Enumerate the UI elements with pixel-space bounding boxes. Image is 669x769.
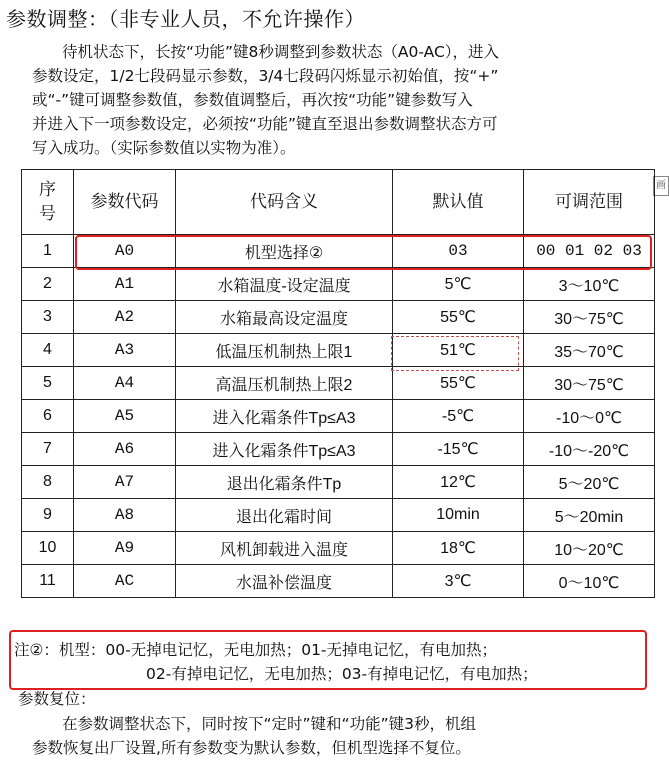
note-line-2: 02-有掉电记忆，无电加热；03-有掉电记忆，有电加热； [146, 665, 538, 683]
row-code: A1 [74, 268, 176, 301]
parameter-table [21, 169, 655, 598]
row-index: 8 [22, 466, 74, 499]
row-range: 30～75℃ [524, 367, 655, 400]
row-meaning: 机型选择② [176, 235, 393, 268]
row-default: 03 [393, 235, 524, 268]
header-cell-index: 序号 [22, 170, 74, 235]
row-default: 5℃ [393, 268, 524, 301]
row-code: A3 [74, 334, 176, 367]
intro-line-5: 写入成功。（实际参数值以实物为准）。 [32, 139, 296, 157]
intro-line-4: 并进入下一项参数设定，必须按“功能”键直至退出参数调整状态方可 [32, 115, 498, 133]
row-default: 55℃ [393, 367, 524, 400]
table-row [22, 532, 655, 565]
table-row [22, 466, 655, 499]
header-cell-default: 默认值 [393, 170, 524, 235]
row-range: 5～20℃ [524, 466, 655, 499]
row-meaning: 进入化霜条件Tp≤A3 [176, 400, 393, 433]
row-range: 00 01 02 03 [524, 235, 655, 268]
row-range: 10～20℃ [524, 532, 655, 565]
table-row [22, 268, 655, 301]
row-code: A7 [74, 466, 176, 499]
header-cell-range: 可调范围 [524, 170, 655, 235]
table-header-row [22, 170, 655, 235]
page-title: 参数调整：（非专业人员，不允许操作） [6, 7, 365, 31]
row-meaning: 水箱最高设定温度 [176, 301, 393, 334]
row-range: 35～70℃ [524, 334, 655, 367]
note-line-1: 注②：机型：00-无掉电记忆，无电加热；01-无掉电记忆，有电加热； [14, 641, 498, 659]
row-default: 55℃ [393, 301, 524, 334]
row-meaning: 退出化霜条件Tp [176, 466, 393, 499]
row-index: 6 [22, 400, 74, 433]
row-a0-highlight [75, 235, 652, 270]
row-index: 7 [22, 433, 74, 466]
row-range: 0～10℃ [524, 565, 655, 598]
reset-title: 参数复位： [18, 690, 96, 708]
row-index: 3 [22, 301, 74, 334]
row-meaning: 高温压机制热上限2 [176, 367, 393, 400]
row-meaning: 水温补偿温度 [176, 565, 393, 598]
row-default: 12℃ [393, 466, 524, 499]
row-code: A8 [74, 499, 176, 532]
row-code: A6 [74, 433, 176, 466]
row-code: AC [74, 565, 176, 598]
row-code: A9 [74, 532, 176, 565]
intro-line-1: 待机状态下，长按“功能”键8秒调整到参数状态（A0-AC），进入 [62, 43, 500, 61]
intro-line-3: 或“-”键可调整参数值，参数值调整后，再次按“功能”键参数写入 [32, 91, 473, 109]
table-row [22, 367, 655, 400]
table-row [22, 565, 655, 598]
row-default: -5℃ [393, 400, 524, 433]
row-code: A4 [74, 367, 176, 400]
row-range: 30～75℃ [524, 301, 655, 334]
row-range: -10～0℃ [524, 400, 655, 433]
table-row [22, 499, 655, 532]
row-default: 3℃ [393, 565, 524, 598]
row-code: A5 [74, 400, 176, 433]
row-index: 11 [22, 565, 74, 598]
row-default: 51℃ [393, 334, 524, 367]
header-cell-code: 参数代码 [74, 170, 176, 235]
row-index: 9 [22, 499, 74, 532]
reset-line-1: 在参数调整状态下，同时按下“定时”键和“功能”键3秒，机组 [62, 715, 476, 733]
header-cell-meaning: 代码含义 [176, 170, 393, 235]
table-row [22, 433, 655, 466]
row-default: 10min [393, 499, 524, 532]
row-index: 1 [22, 235, 74, 268]
table-row [22, 301, 655, 334]
table-row [22, 400, 655, 433]
row-range: 3～10℃ [524, 268, 655, 301]
row-index: 4 [22, 334, 74, 367]
side-glyph-icon: 画 [653, 176, 669, 196]
table-row [22, 334, 655, 367]
row-meaning: 进入化霜条件Tp≤A3 [176, 433, 393, 466]
row-default: 18℃ [393, 532, 524, 565]
row-meaning: 水箱温度-设定温度 [176, 268, 393, 301]
row-index: 5 [22, 367, 74, 400]
a3-default-dotted-box [391, 336, 519, 371]
row-default: -15℃ [393, 433, 524, 466]
reset-line-2: 参数恢复出厂设置,所有参数变为默认参数，但机型选择不复位。 [32, 739, 471, 757]
row-range: -10～-20℃ [524, 433, 655, 466]
row-code: A0 [74, 235, 176, 268]
intro-line-2: 参数设定，1/2七段码显示参数，3/4七段码闪烁显示初始值，按“+” [32, 67, 499, 85]
row-meaning: 风机卸载进入温度 [176, 532, 393, 565]
row-meaning: 退出化霜时间 [176, 499, 393, 532]
row-index: 10 [22, 532, 74, 565]
row-meaning: 低温压机制热上限1 [176, 334, 393, 367]
row-code: A2 [74, 301, 176, 334]
row-range: 5～20min [524, 499, 655, 532]
row-index: 2 [22, 268, 74, 301]
